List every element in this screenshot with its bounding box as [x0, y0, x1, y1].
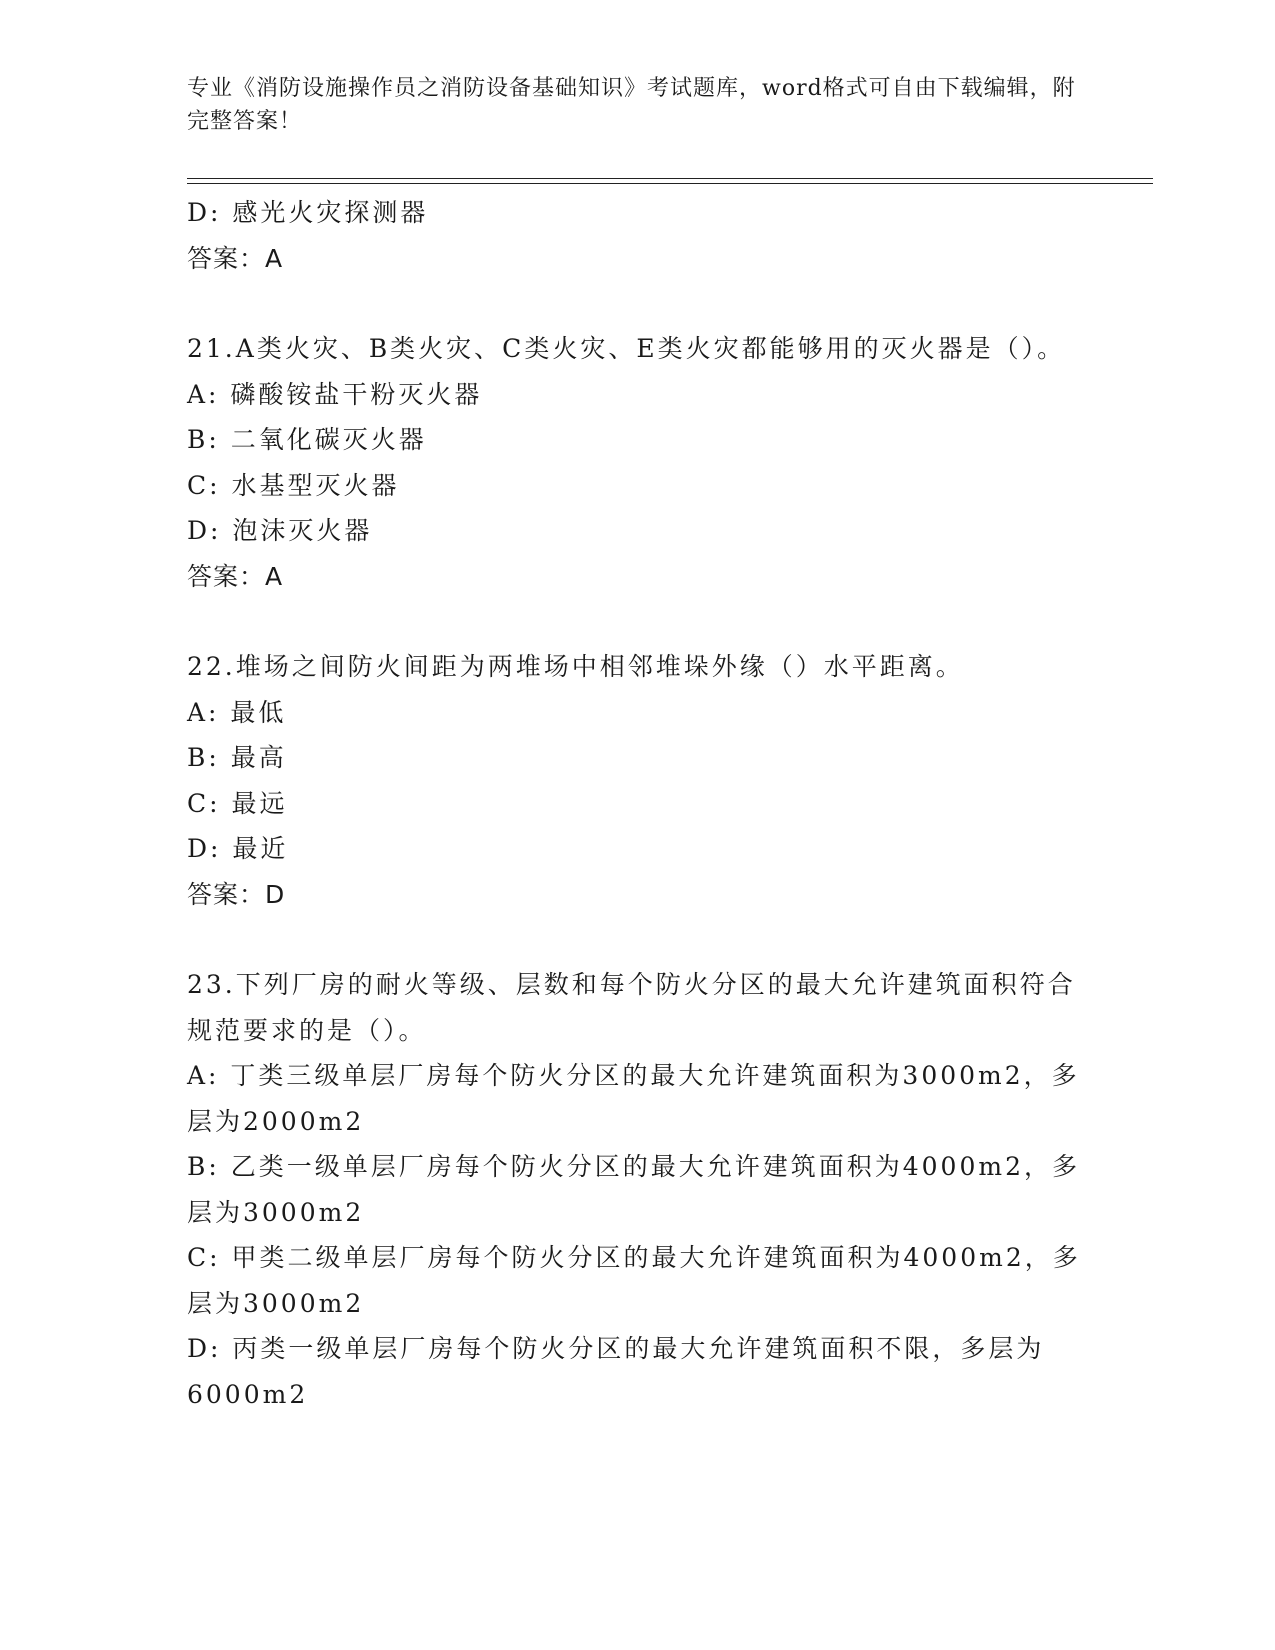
- option-c: C: 最远: [187, 788, 288, 818]
- question-23: [187, 962, 1087, 1417]
- header-divider: [187, 178, 1153, 179]
- option-a: A: 丁类三级单层厂房每个防火分区的最大允许建筑面积为3000m2，多层为2000m2: [187, 1061, 1080, 1136]
- question-list: [187, 190, 1087, 1417]
- question-stem: 23.下列厂房的耐火等级、层数和每个防火分区的最大允许建筑面积符合规范要求的是（）。: [187, 970, 1076, 1045]
- option-b: B: 乙类一级单层厂房每个防火分区的最大允许建筑面积为4000m2，多层为3000m2: [187, 1152, 1080, 1227]
- option-b: B: 最高: [187, 743, 287, 772]
- option-d: D: 感光火灾探测器: [187, 198, 429, 227]
- option-d: D: 泡沫灭火器: [187, 516, 373, 545]
- option-b: B: 二氧化碳灭火器: [187, 425, 427, 454]
- question-stem: 21.A类火灾、B类火灾、C类火灾、E类火灾都能够用的灭火器是（）。: [187, 334, 1066, 363]
- option-d: D: 最近: [187, 834, 289, 863]
- answer-line: 答案：D: [187, 879, 286, 909]
- answer-line: 答案：A: [187, 561, 284, 591]
- header-divider: [187, 183, 1153, 184]
- option-a: A: 最低: [187, 697, 287, 727]
- option-c: C: 水基型灭火器: [187, 470, 400, 500]
- option-d: D: 丙类一级单层厂房每个防火分区的最大允许建筑面积不限，多层为6000m2: [187, 1334, 1045, 1409]
- option-c: C: 甲类二级单层厂房每个防火分区的最大允许建筑面积为4000m2，多层为3000m2: [187, 1243, 1081, 1318]
- question-21: [187, 326, 1087, 599]
- document-header: 专业《消防设施操作员之消防设备基础知识》考试题库，word格式可自由下载编辑，附完整答案！: [187, 76, 1076, 134]
- question-22: [187, 644, 1087, 917]
- question-stem: 22.堆场之间防火间距为两堆场中相邻堆垛外缘（）水平距离。: [187, 652, 964, 681]
- answer-line: 答案：A: [187, 243, 284, 273]
- option-a: A: 磷酸铵盐干粉灭火器: [187, 379, 483, 409]
